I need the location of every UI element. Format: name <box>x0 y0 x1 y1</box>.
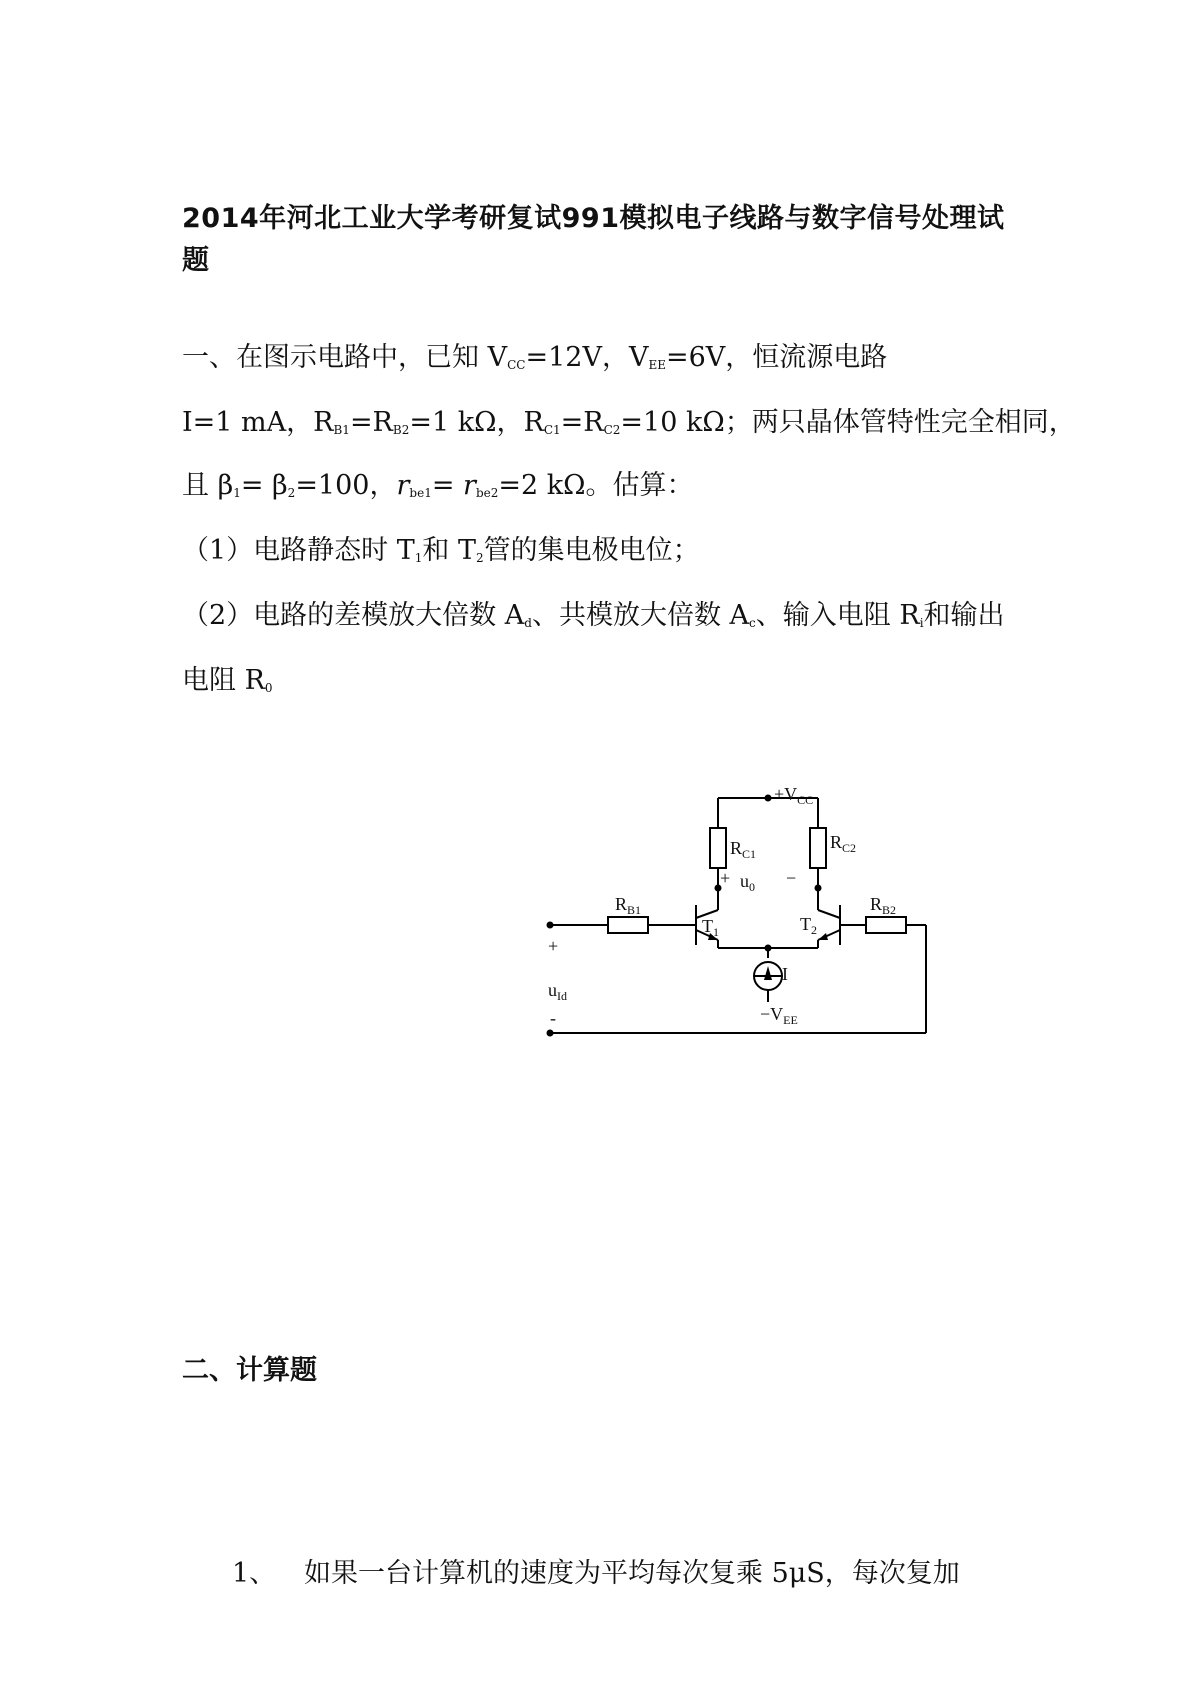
page-title: 2014年河北工业大学考研复试991模拟电子线路与数字信号处理试题 <box>182 203 1005 276</box>
question-1-transistor-params: 且 $\beta_1= \beta_2=100$，$r_{be1}= r_{be2}=2$ kΩ。估算： <box>182 470 694 501</box>
question-1-item-2: （2）电路的差模放大倍数 $A_d$、共模放大倍数 $A_c$、输入电阻 $R_i$和输出 <box>182 600 1005 631</box>
vcc-label: $+V_{CC}$ <box>774 784 814 807</box>
section-2-heading: 二、计算题 <box>182 1355 317 1386</box>
question-1-params: I=1 mA，$R_{B1}=R_{B2}=1$ kΩ，$R_{C1}=R_{C2}=10$ kΩ；两只晶体管特性完全相同， <box>182 407 1076 438</box>
current-arrow-icon <box>764 966 772 980</box>
t2-label: $T_2$ <box>800 914 817 937</box>
uo-minus: − <box>786 868 797 888</box>
question-text: 如果一台计算机的速度为平均每次复乘 5μS，每次复加 <box>304 1558 960 1589</box>
section-2-question-1 <box>232 1551 960 1590</box>
uo-plus: + <box>720 868 731 888</box>
rb2-label: $R_{B2}$ <box>870 894 897 917</box>
t2-emitter-arrow <box>818 933 828 940</box>
rc1-resistor <box>710 828 726 868</box>
uid-label: $u_{Id}$ <box>548 980 567 1003</box>
rc1-label: $R_{C1}$ <box>730 838 757 861</box>
question-1-item-1: （1）电路静态时 $T_1$和 $T_2$管的集电极电位； <box>182 535 700 566</box>
question-1-item-2-cont: 电阻 $R_0$ <box>182 665 273 696</box>
vee-label: $-V_{EE}$ <box>760 1004 798 1027</box>
rc2-label: $R_{C2}$ <box>830 832 857 855</box>
rb2-resistor <box>866 917 906 933</box>
rc2-resistor <box>810 828 826 868</box>
question-number: 1、 <box>232 1558 277 1589</box>
rb1-resistor <box>608 917 648 933</box>
differential-amplifier-circuit <box>548 770 950 1070</box>
t1-label: $T_1$ <box>702 916 719 939</box>
rb1-label: $R_{B1}$ <box>615 894 642 917</box>
current-label: I <box>782 964 788 984</box>
question-1-intro: 一、在图示电路中，已知 $V_{CC}=12V$，$V_{EE}=6V$，恒流源电路 <box>182 342 888 373</box>
uo-label: $u_0$ <box>740 871 755 894</box>
input-minus: - <box>550 1008 556 1028</box>
input-plus: + <box>548 936 559 956</box>
